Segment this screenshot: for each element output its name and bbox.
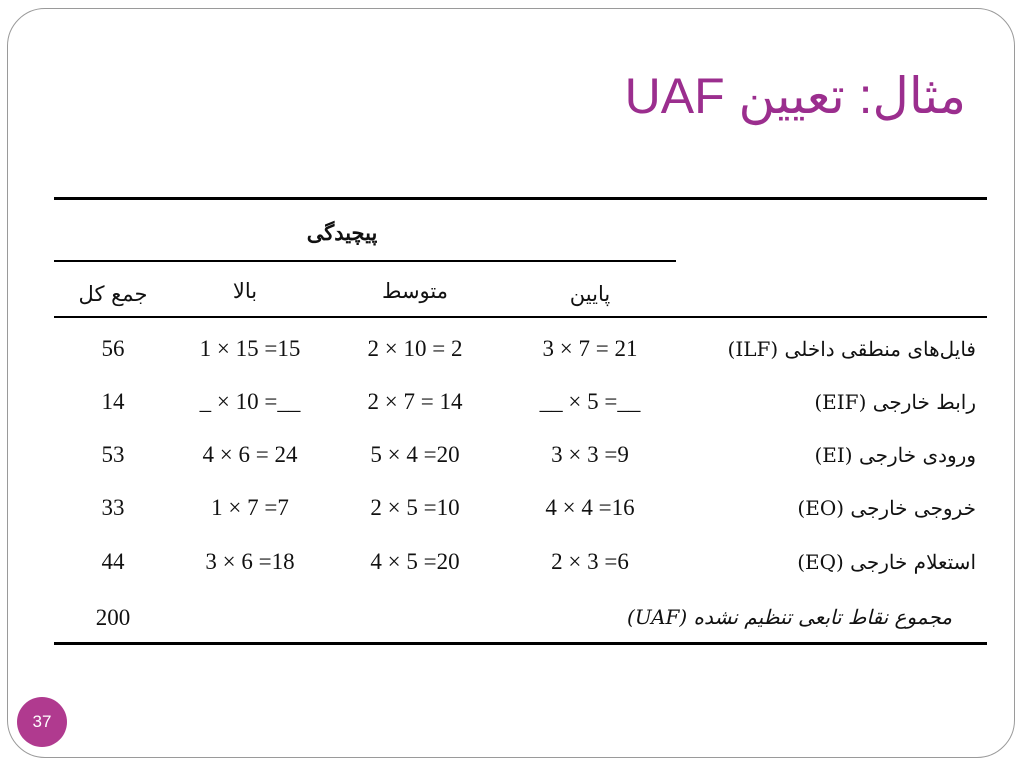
table-row-label: فایل‌های منطقی داخلی (ILF) — [727, 337, 976, 361]
table-cell-high: 3 × 6 =18 — [205, 549, 295, 574]
table-cell-avg: 2 × 5 =10 — [370, 495, 460, 520]
table-row-label: استعلام خارجی (EQ) — [797, 550, 976, 574]
table-cell-avg: 4 × 5 =20 — [370, 549, 460, 574]
table-cell-total: 53 — [101, 442, 125, 467]
table-top-rule — [54, 197, 987, 200]
footer-label: مجموع نقاط تابعی تنظیم نشده (UAF) — [627, 605, 952, 629]
table-cell-avg: 5 × 4 =20 — [370, 442, 460, 467]
header-bottom-rule — [54, 316, 987, 318]
table-row-label: ورودی خارجی (EI) — [814, 443, 976, 467]
table-cell-avg: 2 × 7 = 14 — [367, 389, 463, 414]
column-header-average: متوسط — [382, 279, 448, 303]
table-cell-total: 44 — [101, 549, 125, 574]
slide-number-badge: 37 — [17, 697, 67, 747]
table-bottom-rule — [54, 642, 987, 645]
table-cell-total: 33 — [101, 495, 125, 520]
table-cell-low: 4 × 4 =16 — [545, 495, 635, 520]
table-cell-low: 3 × 7 = 21 — [542, 336, 638, 361]
footer-total: 200 — [95, 605, 131, 630]
table-cell-low: 2 × 3 =6 — [551, 549, 629, 574]
table-cell-total: 56 — [101, 336, 125, 361]
group-header-rule — [54, 260, 676, 262]
table-cell-high: 4 × 6 = 24 — [202, 442, 298, 467]
column-header-total: جمع کل — [78, 282, 148, 306]
table-cell-low: __ × 5 =__ — [539, 389, 641, 414]
column-header-high: بالا — [232, 279, 258, 303]
complexity-group-header: پیچیدگی — [306, 220, 378, 245]
table-cell-total: 14 — [101, 389, 125, 414]
slide-title: مثال: تعیین UAF — [624, 68, 966, 124]
table-cell-high: _ × 10 =__ — [199, 389, 301, 414]
table-cell-high: 1 × 7 =7 — [211, 495, 289, 520]
column-header-low: پایین — [569, 282, 611, 306]
table-row-label: خروجی خارجی (EO) — [797, 496, 976, 520]
table-cell-high: 1 × 15 =15 — [199, 336, 301, 361]
table-cell-avg: 2 × 10 = 2 — [367, 336, 463, 361]
table-row-label: رابط خارجی (EIF) — [814, 390, 976, 414]
table-cell-low: 3 × 3 =9 — [551, 442, 629, 467]
